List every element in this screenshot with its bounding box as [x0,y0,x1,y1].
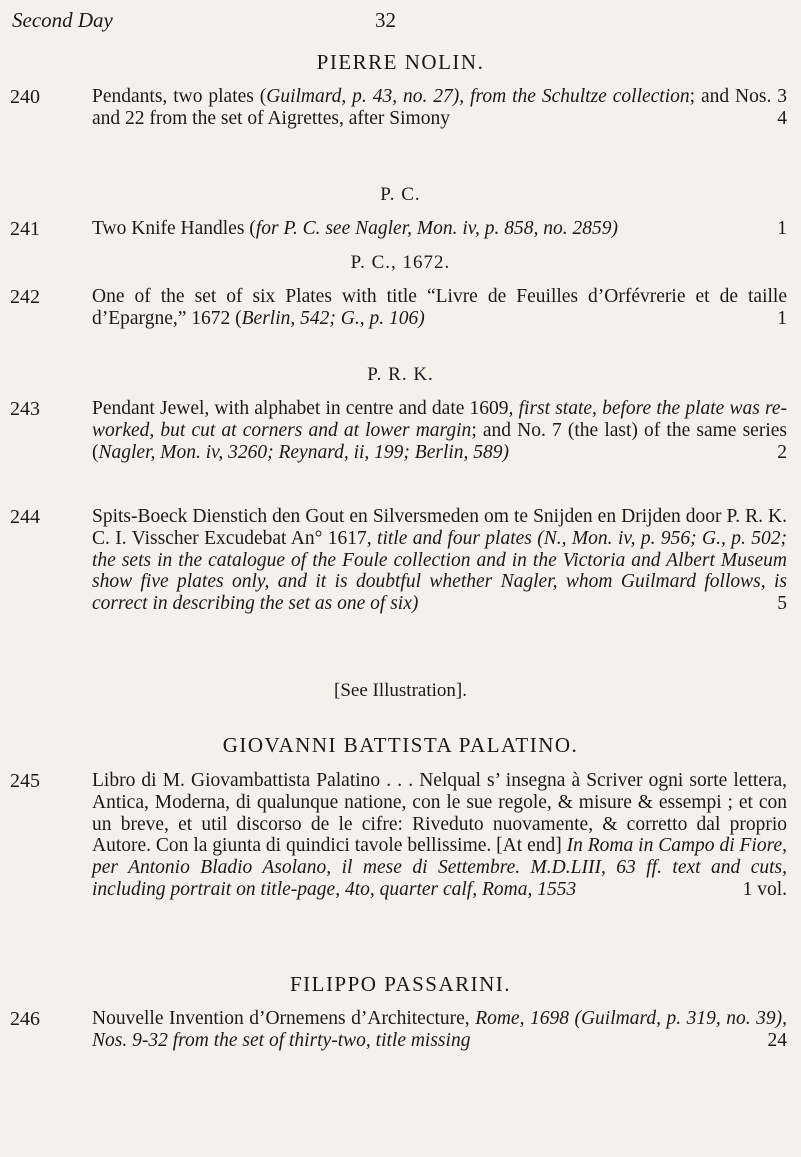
lot-number: 244 [10,506,40,528]
page-number: 32 [375,8,396,32]
section-heading: GIOVANNI BATTISTA PALATINO. [222,733,579,757]
lot-description: Pendants, two plates (Guilmard, p. 43, no. 27), from the Schultze collection; and Nos. 3 and 22 from the set of Aigrettes, after Simony 4 [92,86,788,129]
lot-quantity: 2 [777,441,787,463]
lot-quantity: 1 [777,307,787,329]
monogram-caption: P. C., 1672. [350,252,451,273]
lot-entry [10,506,790,666]
lot-description: Nouvelle Invention d’Ornemens d’Architecture, Rome, 1698 (Guilmard, p. 319, no. 39), Nos. 9-32 from the set of thirty-two, title missing 24 [92,1008,787,1051]
lot-entry [10,286,790,356]
lot-description: Spits-Boeck Dienstich den Gout en Silversmeden om te Snijden en Drijden door P. R. K. C. I. Visscher Excudebat An° 1617, title and four plates (N., Mon. iv, p. 956; G., p. 502; the sets in the catalogue of the Foule collection and in the Victoria and Albert Museum show five plates only, and it is doubtful whether Nagler, whom Guilmard follows, is correct in describing the set as one of six) 5 [92,506,787,615]
lot-entry [10,398,790,492]
monogram-caption: P. R. K. [367,364,434,385]
lot-number: 245 [10,770,40,792]
lot-description: One of the set of six Plates with title “Livre de Feuilles d’Orfévrerie et de taille d’Epargne,” 1672 (Berlin, 542; G., p. 106) 1 [92,286,787,329]
section-heading: PIERRE NOLIN. [316,50,485,74]
running-header: Second Day [12,8,113,32]
lot-number: 246 [10,1008,40,1030]
lot-quantity: 24 [767,1029,787,1051]
lot-number: 243 [10,398,40,420]
lot-entry [10,770,790,955]
lot-number: 242 [10,286,40,308]
lot-entry [10,1008,790,1088]
lot-entry [10,218,790,244]
section-heading: FILIPPO PASSARINI. [289,972,512,996]
lot-description: Pendant Jewel, with alphabet in centre and date 1609, first state, before the plate was re-worked, but cut at corners and at lower margin; and No. 7 (the last) of the same series (Nagler, Mon. iv, 3260; Reynard, ii, 199; Berlin, 589) 2 [92,398,787,463]
lot-entry [10,86,790,176]
lot-number: 240 [10,86,40,108]
lot-quantity: 5 [777,593,787,615]
lot-quantity: 1 [777,218,787,239]
lot-number: 241 [10,218,40,240]
lot-description: Two Knife Handles (for P. C. see Nagler, Mon. iv, p. 858, no. 2859) 1 [92,218,787,239]
illustration-note: [See Illustration]. [334,680,467,701]
lot-quantity: 4 [777,107,787,129]
lot-quantity: 1 vol. [742,878,787,900]
lot-description: Libro di M. Giovambattista Palatino . . . Nelqual s’ insegna à Scriver ogni sorte lettera, Antica, Moderna, di qualunque natione, con le sue regole, & misure & essempi ; et con un breve, et util discorso de le cifre: Riveduto nuovamente, & corretto dal proprio Autore. Con la giunta di quindici tavole bellissime. [At end] In Roma in Campo di Fiore, per Antonio Bladio Asolano, il mese di Settembre. M.D.LIII, 63 ff. text and cuts, including portrait on title-page, 4to, quarter calf, Roma, 1553 1 vol. [92,770,787,900]
monogram-caption: P. C. [380,184,421,205]
